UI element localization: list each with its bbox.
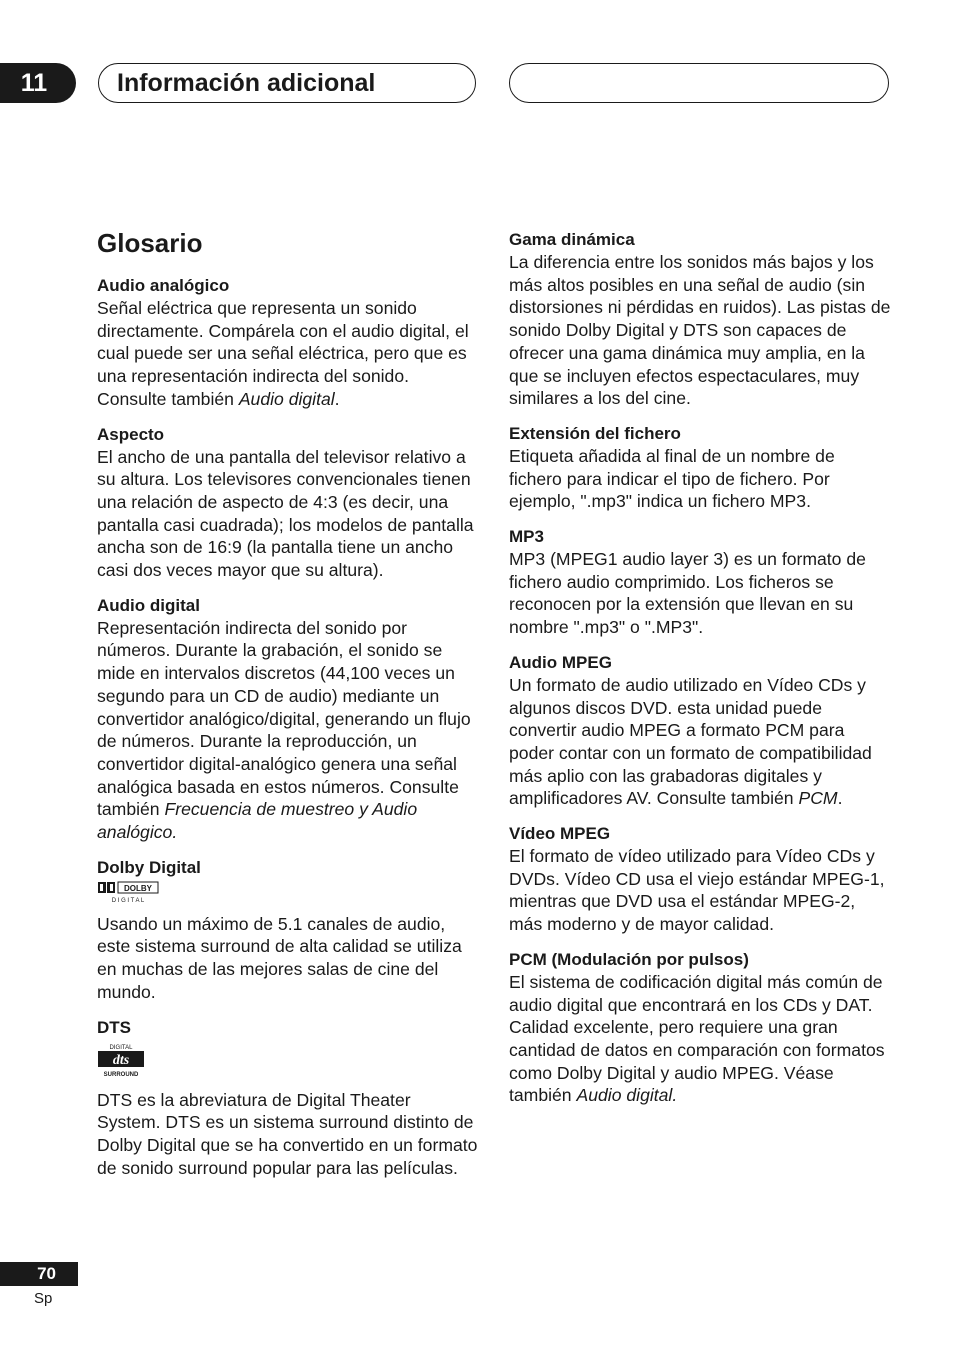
right-column <box>509 228 891 1119</box>
entry-definition: DTS es la abreviatura de Digital Theater System. DTS es un sistema surround distinto de Dolby Digital que se ha convertido en un formato de sonido surround popular para las películas. <box>97 1089 478 1178</box>
entry-term: MP3 <box>509 527 544 547</box>
chapter-number: 11 <box>0 63 76 103</box>
entry-term: PCM (Modulación por pulsos) <box>509 949 749 969</box>
dolby-digital-logo <box>97 881 479 903</box>
glossary-entry-audio-digital <box>97 594 479 844</box>
entry-definition: Un formato de audio utilizado en Vídeo CDs y algunos discos DVD. esta unidad puede convertir audio MPEG a formato PCM para poder contar con un formato de compatibilidad más aplio con las grabadoras digitales y amplificadores AV. Consulte también PCM. <box>509 674 872 809</box>
page-title: Glosario <box>97 228 203 258</box>
entry-definition: MP3 (MPEG1 audio layer 3) es un formato de fichero audio comprimido. Los ficheros se reconocen por la extensión que llevan en su nombre ".mp3" o ".MP3". <box>509 549 866 638</box>
glossary-entry-dts <box>97 1016 479 1180</box>
language-code: Sp <box>34 1290 53 1307</box>
glossary-entry-video-mpeg <box>509 822 891 936</box>
svg-text:SURROUND: SURROUND <box>103 1071 139 1078</box>
svg-text:D I G I T A L: D I G I T A L <box>111 897 145 903</box>
glossary-entry-gama-dinamica <box>509 228 891 410</box>
entry-term: DTS <box>97 1017 131 1037</box>
glossary-entry-extension-fichero <box>509 422 891 513</box>
entry-definition: Señal eléctrica que representa un sonido directamente. Compárela con el audio digital, el cual puede ser una señal eléctrica, pero que es una representación indirecta del sonido. Consulte también Audio digital. <box>97 298 469 409</box>
svg-text:DIGITAL: DIGITAL <box>109 1044 133 1051</box>
entry-definition: La diferencia entre los sonidos más bajos y los más altos posibles en una señal de audio (sin distorsiones ni pérdidas en ruidos). Las pistas de sonido Dolby Digital y DTS son capaces de ofrecer una gama dinámica muy amplia, en la que se incluyen efectos espectaculares, muy similares a los del cine. <box>509 252 891 409</box>
entry-term: Vídeo MPEG <box>509 824 611 844</box>
entry-term: Gama dinámica <box>509 230 635 249</box>
glossary-entry-dolby-digital <box>97 856 479 1004</box>
header-empty-box <box>509 63 889 103</box>
page-number: 70 <box>0 1262 78 1286</box>
entry-definition: El sistema de codificación digital más común de audio digital que encontrará en los CDs y DAT. Calidad excelente, pero requiere una gran cantidad de datos en comparación con formatos como Dolby Digital y audio MPEG. Véase también Audio digital. <box>509 971 885 1106</box>
left-column <box>97 274 479 1191</box>
glossary-entry-aspecto <box>97 423 479 582</box>
chapter-title: Información adicional <box>98 63 476 103</box>
svg-text:DOLBY: DOLBY <box>124 883 152 893</box>
entry-definition: El formato de vídeo utilizado para Vídeo CDs y DVDs. Vídeo CD usa el viejo estándar MPEG-1, mientras que DVD usa el estándar MPEG-2, más moderno y de mayor calidad. <box>509 846 885 935</box>
entry-term: Audio MPEG <box>509 652 612 672</box>
entry-definition: Usando un máximo de 5.1 canales de audio, este sistema surround de alta calidad se utiliza en muchas de las mejores salas de cine del mundo. <box>97 913 462 1002</box>
entry-definition: Etiqueta añadida al final de un nombre de fichero para indicar el tipo de fichero. Por ejemplo, ".mp3" indica un fichero MP3. <box>509 445 835 512</box>
glossary-entry-pcm <box>509 948 891 1107</box>
entry-term: Extensión del fichero <box>509 423 681 443</box>
entry-definition: Representación indirecta del sonido por números. Durante la grabación, el sonido se mide en intervalos discretos (44,100 veces un segundo para un CD de audio) mediante un convertidor analógico/digital, generando un flujo de números. Durante la reproducción, un convertidor digital-analógico genera una señal analógica basada en estos números. Consulte también Frecuencia de muestreo y Audio analógico. <box>97 617 471 843</box>
svg-text:dts: dts <box>112 1052 130 1068</box>
glossary-entry-audio-analogico <box>97 274 479 411</box>
entry-term: Dolby Digital <box>97 857 201 877</box>
glossary-entry-audio-mpeg <box>509 651 891 810</box>
entry-definition: El ancho de una pantalla del televisor relativo a su altura. Los televisores convencionales tienen una relación de aspecto de 4:3 (es decir, una pantalla casi cuadrada); los modelos de pantalla ancha son de 16:9 (la pantalla tiene un ancho casi dos veces mayor que su altura). <box>97 446 474 581</box>
entry-term: Audio digital <box>97 595 200 615</box>
dts-logo <box>97 1041 479 1079</box>
entry-term: Audio analógico <box>97 276 230 295</box>
entry-term: Aspecto <box>97 424 165 444</box>
glossary-entry-mp3 <box>509 525 891 639</box>
